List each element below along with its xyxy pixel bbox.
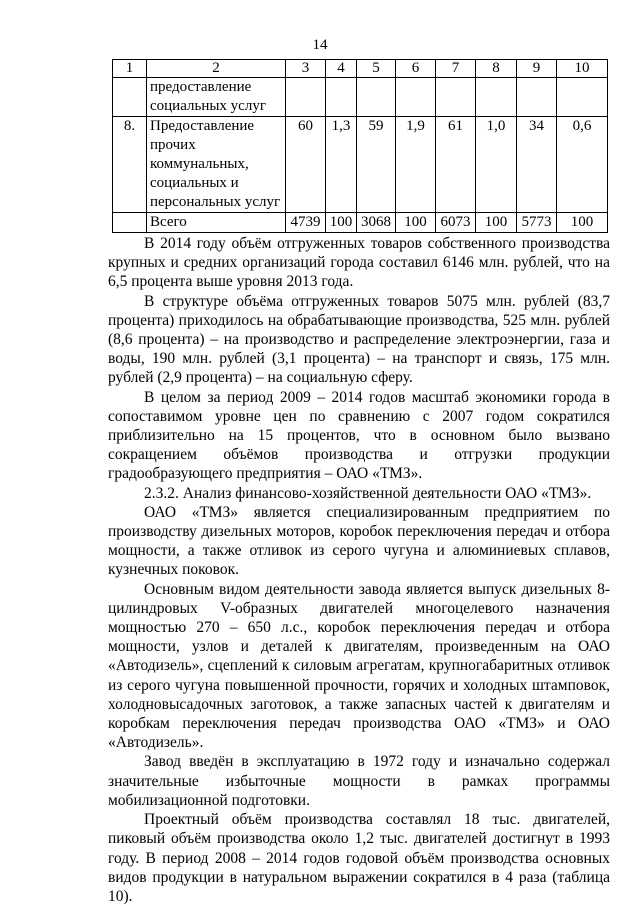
table-cell: 100 [476, 213, 517, 233]
table-cell: 100 [396, 213, 436, 233]
table-cell: Всего [147, 213, 286, 233]
table-cell [357, 78, 396, 117]
table-cell [396, 78, 436, 117]
table-cell: 4739 [286, 213, 326, 233]
table-header-row [113, 60, 608, 78]
paragraph: В целом за период 2009 – 2014 годов масштаб экономики города в сопоставимом уровне цен по сравнению с 2007 годом сократился приблизительно на 15 процентов, что в основном было вызвано сокращением объёмов производства и отгрузки продукции градообразующего предприятия – ОАО «ТМЗ». [108, 388, 610, 483]
table-cell [113, 78, 147, 117]
table-cell: 8. [113, 117, 147, 213]
table-cell: 6073 [436, 213, 476, 233]
table-cell: 1,0 [476, 117, 517, 213]
table-cell [113, 213, 147, 233]
table-cell [326, 78, 357, 117]
paragraph: В 2014 году объём отгруженных товаров собственного производства крупных и средних организаций города составил 6146 млн. рублей, что на 6,5 процента выше уровня 2013 года. [108, 235, 610, 291]
table-cell: 61 [436, 117, 476, 213]
header-cell: 1 [113, 60, 147, 78]
header-cell: 9 [517, 60, 557, 78]
table-row [113, 117, 608, 213]
header-cell: 6 [396, 60, 436, 78]
table-cell [476, 78, 517, 117]
header-cell: 10 [557, 60, 608, 78]
header-cell: 8 [476, 60, 517, 78]
table-total-row [113, 213, 608, 233]
table-cell: 3068 [357, 213, 396, 233]
paragraph: В структуре объёма отгруженных товаров 5075 млн. рублей (83,7 процента) приходилось на обрабатывающие производства, 525 млн. рублей (8,6 процента) – на производство и распределение электроэнергии, газа и воды, 190 млн. рублей (3,1 процента) – на транспорт и связь, 175 млн. рублей (2,9 процента) – на социальную сферу. [108, 292, 610, 387]
header-cell: 2 [147, 60, 286, 78]
table-cell [436, 78, 476, 117]
paragraph: Проектный объём производства составлял 18 тыс. двигателей, пиковый объём производства около 1,2 тыс. двигателей достигнут в 1993 году. В период 2008 – 2014 годов годовой объём производства основных видов продукции в натуральном выражении сократился в 4 раза (таблица 10). [108, 811, 610, 905]
table-cell: предоставление социальных услуг [147, 78, 286, 117]
table-cell: 59 [357, 117, 396, 213]
header-cell: 7 [436, 60, 476, 78]
header-cell: 4 [326, 60, 357, 78]
table-cell: 1,9 [396, 117, 436, 213]
table-cell: 5773 [517, 213, 557, 233]
data-table [112, 59, 608, 233]
table-row [113, 78, 608, 117]
table-cell: 1,3 [326, 117, 357, 213]
paragraph: ОАО «ТМЗ» является специализированным предприятием по производству дизельных моторов, коробок переключения передач и отбора мощности, а также отливок из серого чугуна и алюминиевых сплавов, кузнечных поковок. [108, 503, 610, 579]
header-cell: 3 [286, 60, 326, 78]
page-number: 14 [312, 37, 328, 53]
table-cell [517, 78, 557, 117]
body-text [108, 234, 610, 906]
table-cell: 34 [517, 117, 557, 213]
section-heading: 2.3.2. Анализ финансово-хозяйственной деятельности ОАО «ТМЗ». [144, 484, 592, 502]
table-cell [286, 78, 326, 117]
header-cell: 5 [357, 60, 396, 78]
table-cell: Предоставление прочих коммунальных, социальных и персональных услуг [147, 117, 286, 213]
paragraph: Завод введён в эксплуатацию в 1972 году и изначально содержал значительные избыточные мощности в рамках программы мобилизационной подготовки. [108, 753, 610, 809]
table-cell: 100 [557, 213, 608, 233]
table-cell: 60 [286, 117, 326, 213]
table-cell: 100 [326, 213, 357, 233]
paragraph: Основным видом деятельности завода является выпуск дизельных 8-цилиндровых V-образных двигателей многоцелевого назначения мощностью 270 – 650 л.с., коробок переключения передач и отбора мощности, узлов и деталей к двигателям, произведенным на ОАО «Автодизель», сцеплений к силовым агрегатам, крупногабаритных отливок из серого чугуна повышенной прочности, горячих и холодных штамповок, холодновысадочных заготовок, а также запасных частей к двигателям и коробкам переключения передач производства ОАО «ТМЗ» и ОАО «Автодизель». [108, 580, 610, 752]
table-cell: 0,6 [557, 117, 608, 213]
table-cell [557, 78, 608, 117]
